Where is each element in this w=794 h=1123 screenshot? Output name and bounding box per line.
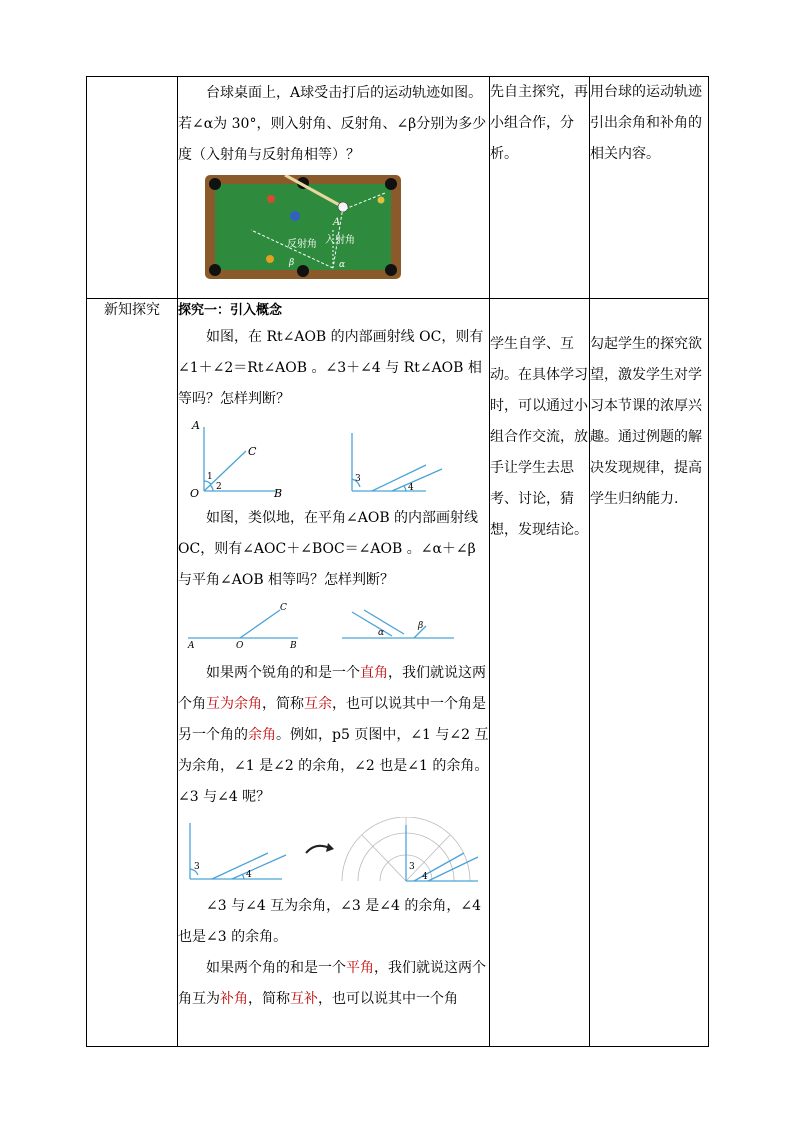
fig2-label-beta: β: [418, 621, 424, 631]
row2-activity-cell: [490, 299, 590, 1047]
fig2-label-alpha: α: [378, 628, 385, 638]
section-label-cell: [87, 299, 178, 1047]
paragraph-straight-angle: 如图，类似地，在平角∠AOB 的内部画射线 OC，则有∠AOC＋∠BOC＝∠AOB 。∠α＋∠β与平角∠AOB 相等吗？怎样判断？: [178, 510, 479, 588]
fig1-angle-4: 4: [408, 483, 414, 493]
row1-activity: 先自主探究，再小组合作，分析。: [490, 84, 588, 162]
section-label: 新知探究: [104, 302, 160, 318]
row1-activity-cell: [490, 77, 590, 299]
fig1-label-c: C: [248, 445, 257, 458]
fig1-angle-2: 2: [216, 482, 222, 492]
fig3-angle-4: 4: [246, 870, 252, 880]
definition-complementary: 如果两个锐角的和是一个直角，我们就说这两个角互为余角，简称互余，也可以说其中一个角是另一个角的余角。例如，p5 页图中，∠1 与∠2 互为余角，∠1 是∠2 的余角，∠2 也是∠1 的余角。∠3 与∠4 呢？: [178, 665, 489, 805]
protractor-figure: [182, 817, 482, 887]
fig3-protractor-3: 3: [409, 862, 415, 872]
fig1-angle-1: 1: [207, 472, 213, 482]
row1-intent-cell: [590, 77, 709, 299]
paragraph-conclusion: ∠3 与∠4 互为余角，∠3 是∠4 的余角，∠4 也是∠3 的余角。: [178, 898, 481, 945]
billiard-problem: 台球桌面上，A球受击打后的运动轨迹如图。若∠α为 30°，则入射角、反射角、∠β分别为多少度（入射角与反射角相等）？: [178, 85, 487, 163]
row2-content-cell: [178, 299, 490, 1047]
point-a-label: A: [333, 217, 341, 228]
row1-content-cell: [178, 77, 490, 299]
lesson-plan-table: [86, 76, 709, 1047]
fig2-label-o: O: [236, 641, 244, 651]
explore-title: 探究一：引入概念: [178, 303, 283, 318]
fig2-label-c: C: [280, 603, 287, 613]
fig1-label-a: A: [192, 419, 200, 432]
paragraph-right-angle: 如图，在 Rt∠AOB 的内部画射线 OC，则有∠1＋∠2＝Rt∠AOB 。∠3＋∠4 与 Rt∠AOB 相等吗？怎样判断？: [178, 329, 484, 407]
row2-intent: 勾起学生的探究欲望，激发学生对学习本节课的浓厚兴趣。通过例题的解决发现规律，提高学生归纳能力.: [590, 336, 702, 507]
table-row: [87, 77, 709, 299]
straight-angle-figure: [182, 598, 482, 652]
row1-intent: 用台球的运动轨迹引出余角和补角的相关内容。: [590, 84, 702, 162]
fig3-protractor-4: 4: [422, 872, 428, 882]
fig3-angle-3: 3: [194, 862, 200, 872]
table-row: [87, 299, 709, 1047]
fig1-label-b: B: [274, 487, 283, 497]
billiard-figure: [205, 175, 401, 279]
right-angle-figure: [182, 417, 482, 497]
alpha-label: α: [339, 260, 346, 270]
row2-intent-cell: [590, 299, 709, 1047]
definition-supplementary: 如果两个角的和是一个平角，我们就说这两个角互为补角，简称互补，也可以说其中一个角: [178, 960, 486, 1007]
row2-activity: 学生自学、互动。在具体学习时，可以通过小组合作交流，放手让学生去思考、讨论，猜想，发现结论。: [490, 336, 588, 538]
fig2-label-b: B: [290, 641, 297, 651]
incident-angle-label: 入射角: [325, 235, 355, 246]
row1-label-cell: [87, 77, 178, 299]
beta-label: β: [289, 258, 295, 268]
fig2-label-a: A: [188, 641, 195, 651]
fig1-label-o: O: [190, 487, 200, 497]
reflect-angle-label: 反射角: [287, 239, 317, 250]
fig1-angle-3: 3: [355, 474, 361, 484]
